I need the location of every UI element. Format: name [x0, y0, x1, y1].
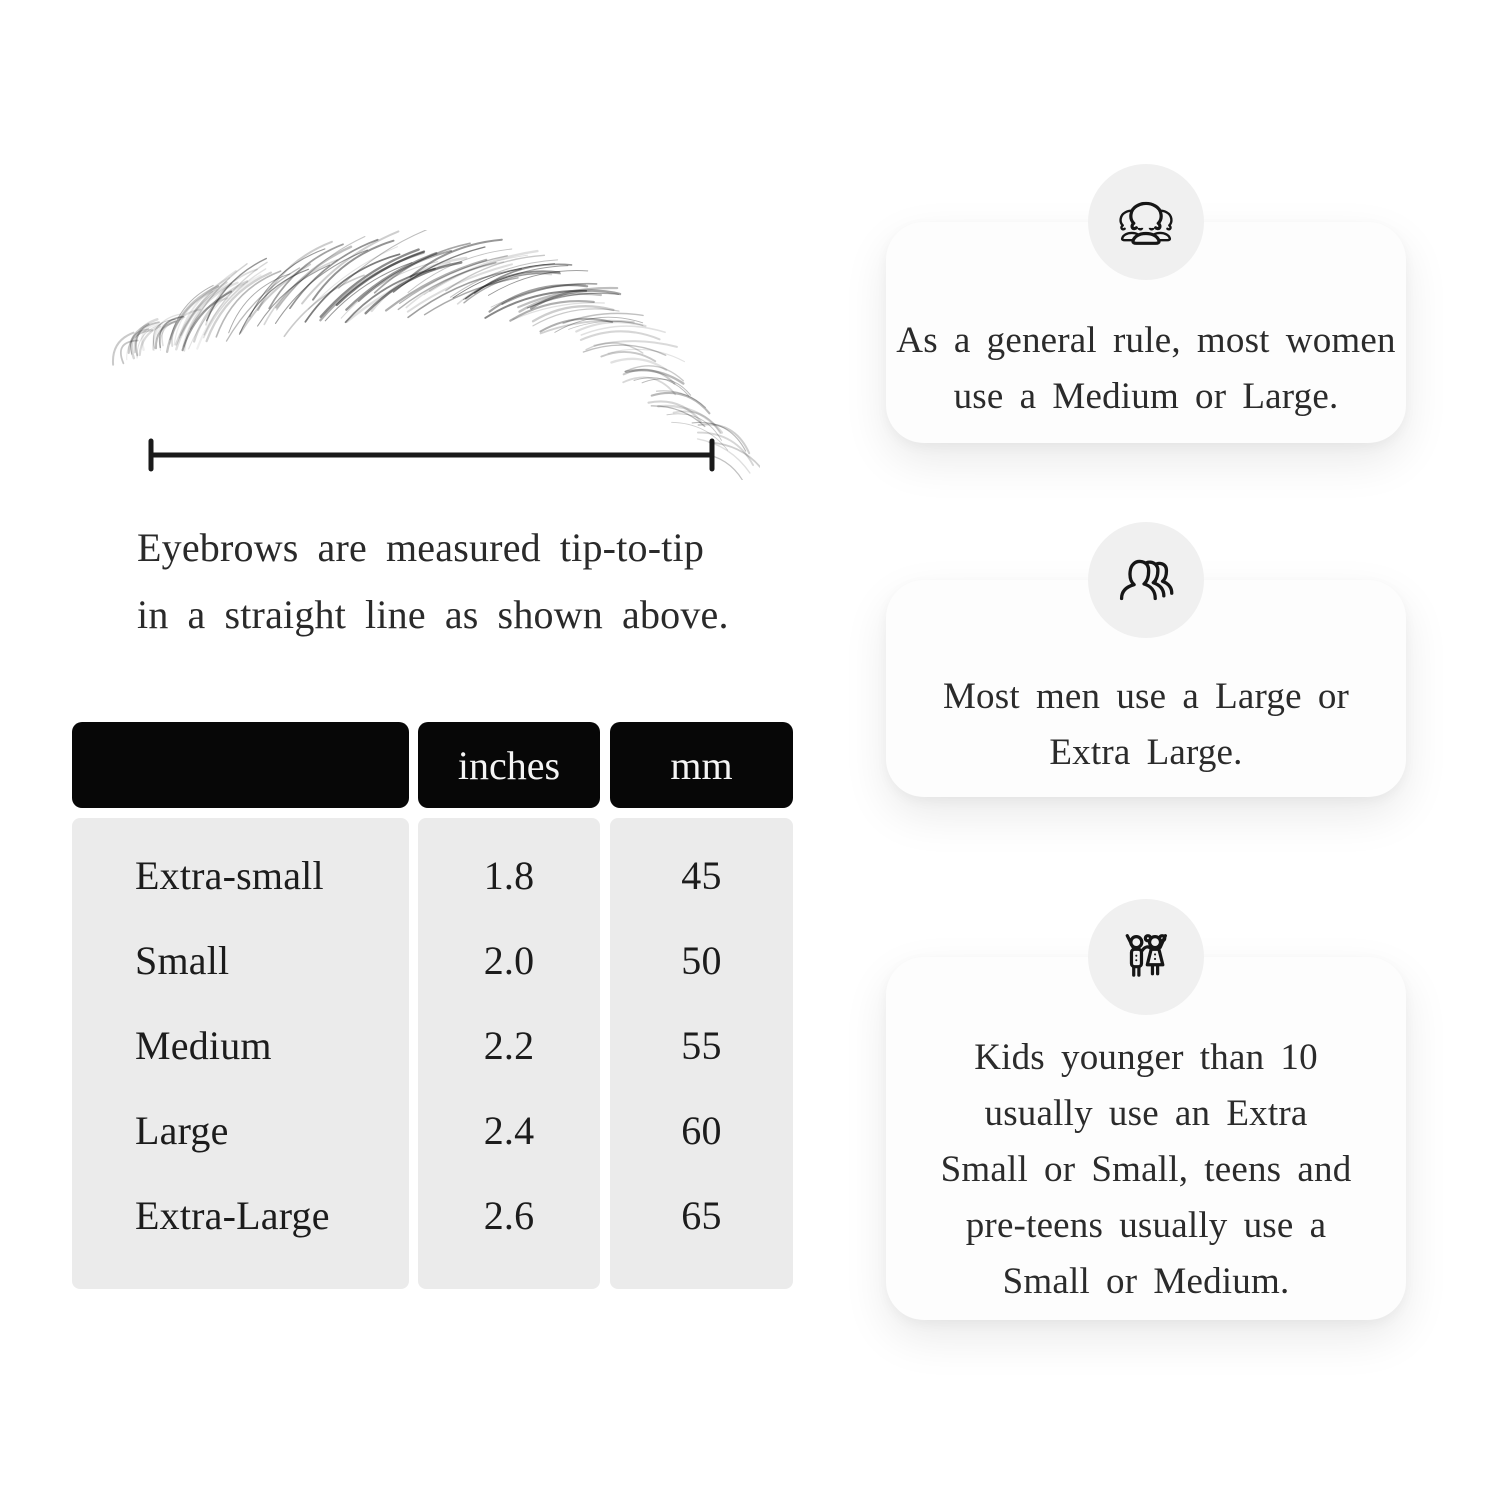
table-cell-mm: 55: [681, 1023, 722, 1068]
card-text-line: As a general rule, most women: [896, 319, 1396, 361]
men-icon-badge: [1088, 522, 1204, 638]
measurement-line: [151, 441, 712, 469]
table-cell-mm: 60: [681, 1108, 722, 1153]
card-text-line: usually use an Extra: [984, 1092, 1308, 1134]
card-text-line: use a Medium or Large.: [953, 375, 1339, 417]
card-text-line: Extra Large.: [1049, 731, 1243, 773]
card-text-line: Small or Small, teens and: [940, 1148, 1352, 1190]
table-row-label: Large: [135, 1108, 229, 1153]
table-row-label: Small: [135, 938, 230, 983]
eyebrow-illustration: [100, 230, 760, 480]
table-cell-mm: 45: [681, 853, 722, 898]
table-cell-inches: 2.0: [483, 938, 535, 983]
table-header-inches: inches: [418, 722, 600, 808]
men-group-icon: [1113, 549, 1179, 611]
measurement-caption: [137, 514, 797, 648]
eyebrow-hairs: [113, 230, 760, 480]
table-row-label: Extra-Large: [135, 1193, 330, 1238]
card-text-line: Small or Medium.: [1002, 1260, 1290, 1302]
table-cell-inches: 2.4: [483, 1108, 535, 1153]
caption-line-2: in a straight line as shown above.: [137, 592, 729, 637]
table-column-mm: [610, 818, 793, 1289]
table-cell-mm: 65: [681, 1193, 722, 1238]
men-guidance-card: [886, 580, 1406, 797]
table-column-sizes: [72, 818, 409, 1289]
table-column-inches: [418, 818, 600, 1289]
women-group-icon: [1113, 191, 1179, 253]
table-cell-mm: 50: [681, 938, 722, 983]
women-icon-badge: [1088, 164, 1204, 280]
table-row-label: Extra-small: [135, 853, 324, 898]
women-guidance-card: [886, 222, 1406, 443]
table-row-label: Medium: [135, 1023, 272, 1068]
table-cell-inches: 2.6: [483, 1193, 535, 1238]
card-text-line: Most men use a Large or: [942, 675, 1350, 717]
table-header-mm: mm: [610, 722, 793, 808]
kids-icon: [1113, 926, 1179, 988]
table-cell-inches: 2.2: [483, 1023, 535, 1068]
kids-guidance-card: [886, 957, 1406, 1320]
card-text-line: Kids younger than 10: [974, 1036, 1318, 1078]
table-cell-inches: 1.8: [483, 853, 535, 898]
card-text-line: pre-teens usually use a: [965, 1204, 1327, 1246]
kids-icon-badge: [1088, 899, 1204, 1015]
table-header-label: [72, 722, 409, 808]
caption-line-1: Eyebrows are measured tip-to-tip: [137, 525, 705, 570]
